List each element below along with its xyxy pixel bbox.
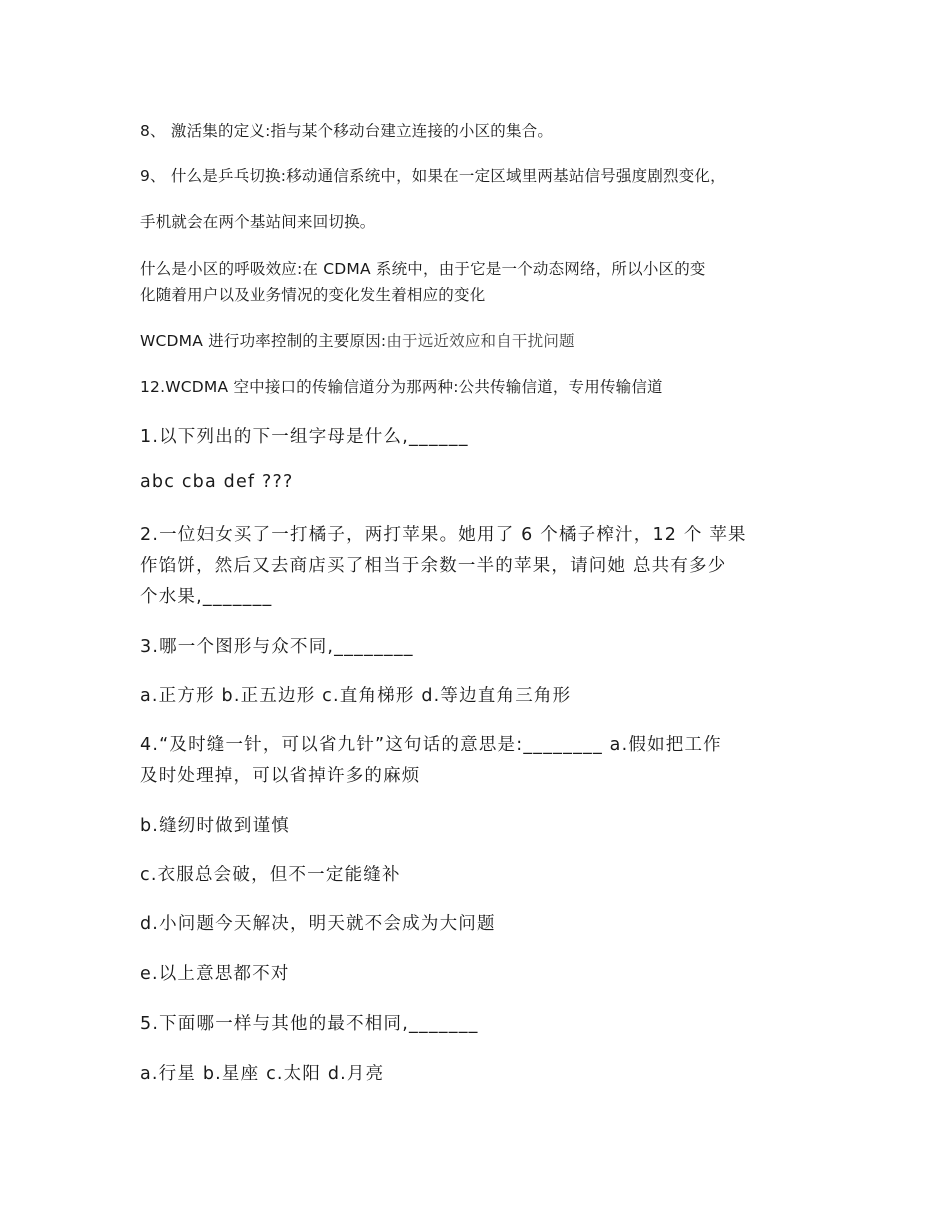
question-5-options: a.行星 b.星座 c.太阳 d.月亮 — [140, 1064, 385, 1084]
item-9-continuation: 手机就会在两个基站间来回切换。 — [140, 213, 376, 231]
question-2-line-1: 2.一位妇女买了一打橘子，两打苹果。她用了 6 个橘子榨汁，12 个 苹果 — [140, 525, 747, 545]
question-5: 5.下面哪一样与其他的最不相同,_______ — [140, 1014, 479, 1034]
question-1: 1.以下列出的下一组字母是什么,______ — [140, 427, 469, 447]
cell-breathing-line-1: 什么是小区的呼吸效应:在 CDMA 系统中，由于它是一个动态网络，所以小区的变 — [140, 260, 706, 278]
question-3: 3.哪一个图形与众不同,________ — [140, 637, 414, 657]
wcdma-power-control — [140, 329, 830, 351]
question-4-line-2: 及时处理掉，可以省掉许多的麻烦 — [140, 766, 421, 786]
question-4-option-e: e.以上意思都不对 — [140, 964, 290, 984]
question-4-option-d: d.小问题今天解决，明天就不会成为大问题 — [140, 914, 496, 934]
question-1-sequence: abc cba def ??? — [140, 472, 294, 492]
item-9-ping-pong-handover: 9、 什么是乒乓切换:移动通信系统中，如果在一定区域里两基站信号强度剧烈变化， — [140, 167, 726, 185]
question-2-line-3: 个水果,_______ — [140, 587, 273, 607]
cell-breathing-line-2: 化随着用户以及业务情况的变化发生着相应的变化 — [140, 286, 486, 304]
item-12-transport-channels: 12.WCDMA 空中接口的传输信道分为那两种:公共传输信道，专用传输信道 — [140, 378, 663, 396]
wcdma-power-control-question: WCDMA 进行功率控制的主要原因: — [140, 332, 387, 350]
item-8-active-set: 8、 激活集的定义:指与某个移动台建立连接的小区的集合。 — [140, 122, 554, 140]
wcdma-power-control-answer: 由于远近效应和自干扰问题 — [386, 332, 575, 350]
question-4-option-c: c.衣服总会破，但不一定能缝补 — [140, 865, 401, 885]
question-3-options: a.正方形 b.正五边形 c.直角梯形 d.等边直角三角形 — [140, 686, 572, 706]
question-4-option-b: b.缝纫时做到谨慎 — [140, 816, 290, 836]
question-2-line-2: 作馅饼，然后又去商店买了相当于余数一半的苹果，请问她 总共有多少 — [140, 556, 727, 576]
question-4-line-1: 4.“及时缝一针，可以省九针”这句话的意思是:________ a.假如把工作 — [140, 735, 722, 755]
